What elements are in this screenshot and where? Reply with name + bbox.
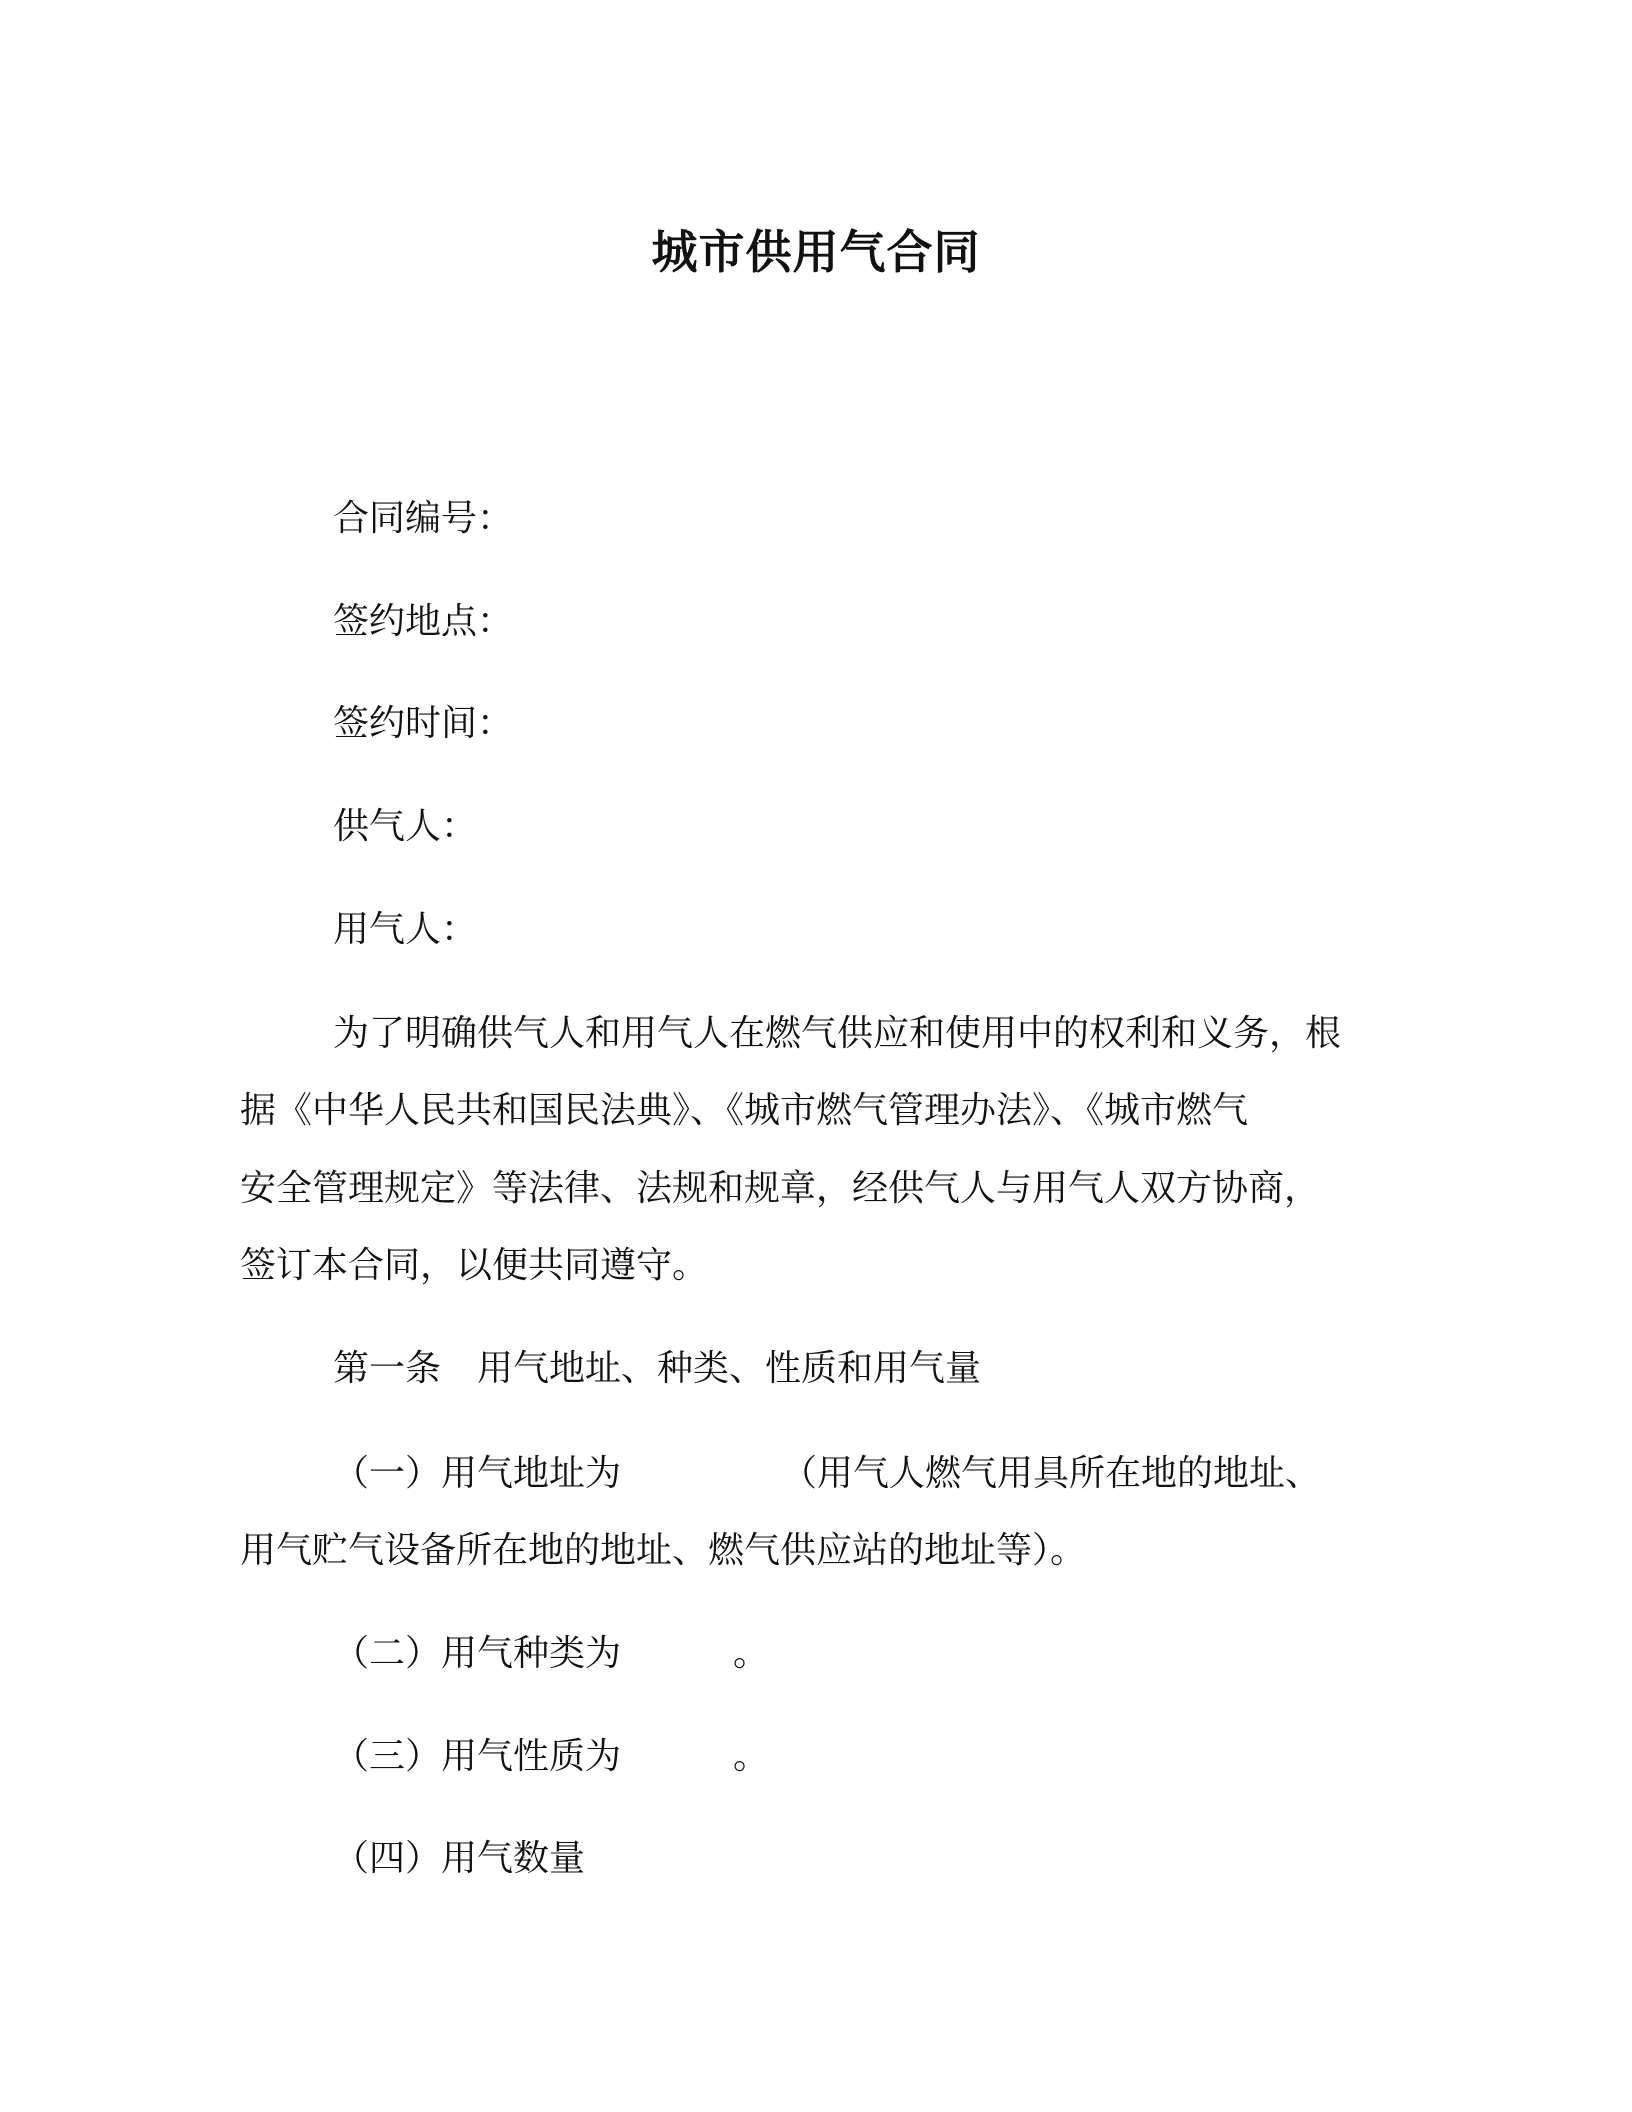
article-1-item-2: [333, 1630, 769, 1678]
document-title: 城市供用气合同: [651, 225, 981, 279]
item-2-suffix: 。: [733, 1633, 770, 1674]
article-1-item-4: （四）用气数量: [333, 1838, 586, 1879]
gas-user-label: 用气人：: [333, 909, 478, 950]
item-1-suffix: （用气人燃气用具所在地的地址、: [781, 1453, 1322, 1494]
item-1-prefix: （一）用气地址为: [333, 1453, 622, 1494]
item-3-suffix: 。: [733, 1736, 770, 1777]
signing-place-label: 签约地点：: [333, 601, 514, 642]
preamble-line-2: 据《中华人民共和国民法典》、《城市燃气管理办法》、《城市燃气: [240, 1090, 1249, 1131]
article-1-item-3: [333, 1733, 769, 1781]
article-1-heading: 第一条 用气地址、种类、性质和用气量: [333, 1348, 982, 1389]
signing-time-label: 签约时间：: [333, 703, 514, 744]
preamble-line-1: 为了明确供气人和用气人在燃气供应和使用中的权利和义务，根: [333, 1013, 1342, 1054]
item-2-prefix: （二）用气种类为: [333, 1633, 622, 1674]
preamble-line-4: 签订本合同，以便共同遵守。: [240, 1245, 709, 1286]
contract-number-label: 合同编号：: [333, 498, 514, 539]
preamble-line-3: 安全管理规定》等法律、法规和规章，经供气人与用气人双方协商，: [240, 1168, 1321, 1209]
gas-supplier-label: 供气人：: [333, 806, 478, 847]
article-1-item-1: [333, 1450, 1321, 1498]
item-3-prefix: （三）用气性质为: [333, 1736, 622, 1777]
article-1-item-1-line-2: 用气贮气设备所在地的地址、燃气供应站的地址等）。: [240, 1530, 1087, 1571]
